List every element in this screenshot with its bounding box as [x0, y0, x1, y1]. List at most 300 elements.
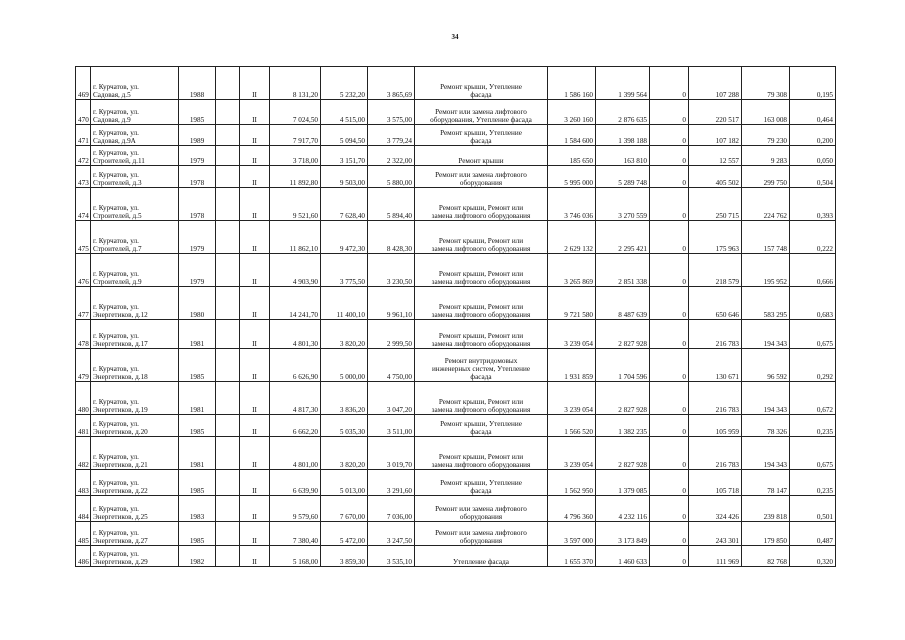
area-b-cell: 11 400,10: [321, 287, 368, 320]
class-cell: II: [240, 67, 270, 100]
cost-total-cell: 3 746 036: [548, 188, 596, 221]
total-area-cell: 6 662,20: [270, 415, 321, 437]
empty-cell: [216, 287, 240, 320]
empty-cell: [216, 470, 240, 496]
row-number-cell: 479: [76, 349, 91, 382]
address-cell: [91, 382, 179, 415]
repair-program-table: [75, 66, 836, 567]
class-cell: II: [240, 125, 270, 146]
table-row: [76, 100, 836, 125]
area-b-cell: 5 094,50: [321, 125, 368, 146]
work-type-cell: [415, 382, 548, 415]
row-number-cell: 475: [76, 221, 91, 254]
address-cell-line: Энергетиков, д.21: [93, 461, 148, 469]
work-type-cell: [415, 522, 548, 546]
zero-cell: 0: [650, 221, 689, 254]
share-cell: 0,504: [790, 166, 836, 188]
work-type-cell-line: Ремонт крыши, Ремонт или: [438, 398, 524, 406]
table-row: [76, 320, 836, 349]
cost-total-cell: 1 655 370: [548, 546, 596, 567]
empty-cell: [216, 67, 240, 100]
address-cell: [91, 320, 179, 349]
work-type-cell: [415, 67, 548, 100]
zero-cell: 0: [650, 320, 689, 349]
table-row: [76, 125, 836, 146]
row-number-cell: 472: [76, 146, 91, 166]
cost-budget-cell: 107 288: [689, 67, 742, 100]
work-type-cell-line: оборудования: [459, 537, 503, 545]
address-cell-line: Энергетиков, д.18: [93, 373, 148, 381]
work-type-cell-line: Ремонт крыши, Ремонт или: [438, 303, 524, 311]
work-type-cell: [415, 100, 548, 125]
cost-total-cell: 3 239 054: [548, 382, 596, 415]
empty-cell: [216, 546, 240, 567]
area-b-cell: 4 515,00: [321, 100, 368, 125]
cost-fund-cell: 1 704 596: [596, 349, 650, 382]
table-row: [76, 415, 836, 437]
cost-budget-cell: 105 959: [689, 415, 742, 437]
year-cell: 1978: [179, 188, 216, 221]
table-row: [76, 382, 836, 415]
class-cell: II: [240, 287, 270, 320]
cost-total-cell: 1 931 859: [548, 349, 596, 382]
work-type-cell-line: фасада: [470, 137, 492, 145]
class-cell: II: [240, 546, 270, 567]
class-cell: II: [240, 437, 270, 470]
address-cell: [91, 67, 179, 100]
address-cell-line: г. Курчатов, ул.: [93, 237, 139, 245]
cost-total-cell: 185 650: [548, 146, 596, 166]
address-cell-line: г. Курчатов, ул.: [93, 550, 139, 558]
work-type-cell-line: Ремонт крыши, Утепление: [440, 83, 522, 91]
zero-cell: 0: [650, 125, 689, 146]
work-type-cell-line: фасада: [470, 487, 492, 495]
cost-budget-cell: 216 783: [689, 382, 742, 415]
area-c-cell: 2 322,00: [368, 146, 415, 166]
table-row: [76, 188, 836, 221]
address-cell: [91, 415, 179, 437]
empty-cell: [216, 496, 240, 522]
work-type-cell: [415, 221, 548, 254]
page-number: 34: [451, 33, 459, 41]
cost-owner-cell: 78 326: [742, 415, 790, 437]
cost-total-cell: 1 584 600: [548, 125, 596, 146]
cost-owner-cell: 583 295: [742, 287, 790, 320]
total-area-cell: 4 801,30: [270, 320, 321, 349]
zero-cell: 0: [650, 254, 689, 287]
area-c-cell: 5 880,00: [368, 166, 415, 188]
cost-owner-cell: 78 147: [742, 470, 790, 496]
zero-cell: 0: [650, 437, 689, 470]
cost-owner-cell: 79 308: [742, 67, 790, 100]
work-type-cell-line: фасада: [470, 373, 492, 381]
total-area-cell: 14 241,70: [270, 287, 321, 320]
work-type-cell: [415, 166, 548, 188]
zero-cell: 0: [650, 287, 689, 320]
work-type-cell: [415, 320, 548, 349]
table-row: [76, 470, 836, 496]
cost-fund-cell: 2 827 928: [596, 437, 650, 470]
work-type-cell-line: замена лифтового оборудования: [431, 461, 531, 469]
row-number-cell: 484: [76, 496, 91, 522]
area-c-cell: 3 779,24: [368, 125, 415, 146]
area-c-cell: 3 575,00: [368, 100, 415, 125]
work-type-cell: [415, 188, 548, 221]
cost-fund-cell: 4 232 116: [596, 496, 650, 522]
class-cell: II: [240, 470, 270, 496]
year-cell: 1980: [179, 287, 216, 320]
class-cell: II: [240, 522, 270, 546]
work-type-cell-line: Ремонт внутридомовых: [444, 357, 518, 365]
cost-owner-cell: 79 230: [742, 125, 790, 146]
area-b-cell: 5 013,00: [321, 470, 368, 496]
share-cell: 0,195: [790, 67, 836, 100]
share-cell: 0,487: [790, 522, 836, 546]
area-b-cell: 9 472,30: [321, 221, 368, 254]
cost-fund-cell: 1 398 188: [596, 125, 650, 146]
empty-cell: [216, 166, 240, 188]
row-number-cell: 476: [76, 254, 91, 287]
area-b-cell: 3 820,20: [321, 320, 368, 349]
year-cell: 1982: [179, 546, 216, 567]
work-type-cell: [415, 125, 548, 146]
zero-cell: 0: [650, 188, 689, 221]
address-cell: [91, 188, 179, 221]
area-c-cell: 3 019,70: [368, 437, 415, 470]
total-area-cell: 4 801,00: [270, 437, 321, 470]
row-number-cell: 481: [76, 415, 91, 437]
year-cell: 1981: [179, 382, 216, 415]
class-cell: II: [240, 221, 270, 254]
table-row: [76, 287, 836, 320]
area-c-cell: 3 511,00: [368, 415, 415, 437]
year-cell: 1989: [179, 125, 216, 146]
empty-cell: [216, 349, 240, 382]
cost-fund-cell: 3 173 849: [596, 522, 650, 546]
work-type-cell: [415, 546, 548, 567]
cost-fund-cell: 2 295 421: [596, 221, 650, 254]
empty-cell: [216, 415, 240, 437]
year-cell: 1985: [179, 100, 216, 125]
work-type-cell-line: фасада: [470, 91, 492, 99]
class-cell: II: [240, 188, 270, 221]
area-b-cell: 5 000,00: [321, 349, 368, 382]
address-cell-line: Садовая, д.9А: [93, 137, 136, 145]
work-type-cell-line: инженерных систем, Утепление: [431, 365, 531, 373]
cost-total-cell: 9 721 580: [548, 287, 596, 320]
empty-cell: [216, 382, 240, 415]
empty-cell: [216, 320, 240, 349]
address-cell: [91, 522, 179, 546]
year-cell: 1979: [179, 221, 216, 254]
cost-budget-cell: 12 557: [689, 146, 742, 166]
share-cell: 0,292: [790, 349, 836, 382]
area-c-cell: 2 999,50: [368, 320, 415, 349]
work-type-cell-line: Ремонт или замена лифтового: [435, 108, 527, 116]
address-cell: [91, 146, 179, 166]
area-b-cell: 3 859,30: [321, 546, 368, 567]
cost-owner-cell: 224 762: [742, 188, 790, 221]
cost-fund-cell: 8 487 639: [596, 287, 650, 320]
address-cell-line: Строителей, д.3: [93, 179, 142, 187]
address-cell-line: Садовая, д.9: [93, 116, 131, 124]
address-cell: [91, 254, 179, 287]
zero-cell: 0: [650, 166, 689, 188]
cost-budget-cell: 111 969: [689, 546, 742, 567]
area-c-cell: 3 865,69: [368, 67, 415, 100]
address-cell-line: Энергетиков, д.25: [93, 513, 148, 521]
address-cell-line: г. Курчатов, ул.: [93, 270, 139, 278]
row-number-cell: 473: [76, 166, 91, 188]
address-cell: [91, 221, 179, 254]
area-b-cell: 7 628,40: [321, 188, 368, 221]
year-cell: 1985: [179, 522, 216, 546]
cost-total-cell: 1 586 160: [548, 67, 596, 100]
zero-cell: 0: [650, 349, 689, 382]
class-cell: II: [240, 349, 270, 382]
address-cell-line: г. Курчатов, ул.: [93, 505, 139, 513]
area-b-cell: 3 836,20: [321, 382, 368, 415]
area-b-cell: 3 820,20: [321, 437, 368, 470]
total-area-cell: 11 862,10: [270, 221, 321, 254]
zero-cell: 0: [650, 522, 689, 546]
share-cell: 0,683: [790, 287, 836, 320]
total-area-cell: 7 917,70: [270, 125, 321, 146]
row-number-cell: 483: [76, 470, 91, 496]
cost-budget-cell: 220 517: [689, 100, 742, 125]
address-cell-line: г. Курчатов, ул.: [93, 129, 139, 137]
cost-fund-cell: 5 289 748: [596, 166, 650, 188]
address-cell-line: Энергетиков, д.12: [93, 311, 148, 319]
cost-fund-cell: 1 379 085: [596, 470, 650, 496]
row-number-cell: 478: [76, 320, 91, 349]
cost-owner-cell: 299 750: [742, 166, 790, 188]
row-number-cell: 471: [76, 125, 91, 146]
share-cell: 0,464: [790, 100, 836, 125]
address-cell-line: г. Курчатов, ул.: [93, 479, 139, 487]
work-type-cell-line: Ремонт крыши, Ремонт или: [438, 270, 524, 278]
cost-fund-cell: 1 399 564: [596, 67, 650, 100]
work-type-cell-line: Ремонт или замена лифтового: [435, 505, 527, 513]
area-b-cell: 5 232,20: [321, 67, 368, 100]
address-cell-line: г. Курчатов, ул.: [93, 529, 139, 537]
share-cell: 0,666: [790, 254, 836, 287]
table-row: [76, 146, 836, 166]
address-cell: [91, 349, 179, 382]
area-c-cell: 3 535,10: [368, 546, 415, 567]
address-cell-line: г. Курчатов, ул.: [93, 171, 139, 179]
address-cell-line: г. Курчатов, ул.: [93, 398, 139, 406]
address-cell: [91, 437, 179, 470]
year-cell: 1985: [179, 470, 216, 496]
work-type-cell-line: оборудования, Утепление фасада: [430, 116, 532, 124]
zero-cell: 0: [650, 100, 689, 125]
cost-fund-cell: 2 827 928: [596, 320, 650, 349]
cost-total-cell: 2 629 132: [548, 221, 596, 254]
zero-cell: 0: [650, 382, 689, 415]
cost-fund-cell: 2 851 338: [596, 254, 650, 287]
share-cell: 0,320: [790, 546, 836, 567]
area-c-cell: 3 047,20: [368, 382, 415, 415]
address-cell-line: Садовая, д.5: [93, 91, 131, 99]
empty-cell: [216, 221, 240, 254]
share-cell: 0,501: [790, 496, 836, 522]
share-cell: 0,672: [790, 382, 836, 415]
cost-owner-cell: 82 768: [742, 546, 790, 567]
row-number-cell: 474: [76, 188, 91, 221]
address-cell: [91, 496, 179, 522]
area-c-cell: 4 750,00: [368, 349, 415, 382]
zero-cell: 0: [650, 415, 689, 437]
total-area-cell: 3 718,00: [270, 146, 321, 166]
cost-owner-cell: 9 283: [742, 146, 790, 166]
share-cell: 0,675: [790, 437, 836, 470]
empty-cell: [216, 254, 240, 287]
total-area-cell: 9 521,60: [270, 188, 321, 221]
work-type-cell: [415, 496, 548, 522]
cost-owner-cell: 194 343: [742, 382, 790, 415]
area-b-cell: 7 670,00: [321, 496, 368, 522]
total-area-cell: 5 168,00: [270, 546, 321, 567]
cost-budget-cell: 175 963: [689, 221, 742, 254]
share-cell: 0,393: [790, 188, 836, 221]
cost-budget-cell: 216 783: [689, 320, 742, 349]
address-cell-line: Энергетиков, д.29: [93, 558, 148, 566]
empty-cell: [216, 146, 240, 166]
address-cell-line: г. Курчатов, ул.: [93, 108, 139, 116]
cost-fund-cell: 2 827 928: [596, 382, 650, 415]
row-number-cell: 485: [76, 522, 91, 546]
area-b-cell: 5 472,00: [321, 522, 368, 546]
cost-total-cell: 3 597 000: [548, 522, 596, 546]
class-cell: II: [240, 254, 270, 287]
address-cell-line: Энергетиков, д.17: [93, 340, 148, 348]
address-cell-line: Энергетиков, д.27: [93, 537, 148, 545]
class-cell: II: [240, 166, 270, 188]
cost-budget-cell: 218 579: [689, 254, 742, 287]
table-row: [76, 67, 836, 100]
cost-owner-cell: 194 343: [742, 320, 790, 349]
cost-owner-cell: 239 818: [742, 496, 790, 522]
cost-total-cell: 3 265 869: [548, 254, 596, 287]
zero-cell: 0: [650, 546, 689, 567]
work-type-cell: [415, 287, 548, 320]
address-cell: [91, 470, 179, 496]
year-cell: 1978: [179, 166, 216, 188]
year-cell: 1983: [179, 496, 216, 522]
empty-cell: [216, 125, 240, 146]
work-type-cell: [415, 254, 548, 287]
row-number-cell: 486: [76, 546, 91, 567]
address-cell-line: г. Курчатов, ул.: [93, 365, 139, 373]
row-number-cell: 470: [76, 100, 91, 125]
area-c-cell: 7 036,00: [368, 496, 415, 522]
work-type-cell: [415, 349, 548, 382]
cost-budget-cell: 243 301: [689, 522, 742, 546]
table-row: [76, 546, 836, 567]
area-c-cell: 9 961,10: [368, 287, 415, 320]
cost-budget-cell: 250 715: [689, 188, 742, 221]
cost-total-cell: 1 562 950: [548, 470, 596, 496]
address-cell-line: г. Курчатов, ул.: [93, 149, 139, 157]
cost-budget-cell: 105 718: [689, 470, 742, 496]
address-cell-line: Строителей, д.9: [93, 278, 142, 286]
work-type-cell-line: Ремонт или замена лифтового: [435, 529, 527, 537]
area-c-cell: 3 291,60: [368, 470, 415, 496]
work-type-cell-line: Утепление фасада: [453, 558, 509, 566]
share-cell: 0,200: [790, 125, 836, 146]
address-cell-line: г. Курчатов, ул.: [93, 303, 139, 311]
cost-fund-cell: 1 382 235: [596, 415, 650, 437]
table-row: [76, 437, 836, 470]
work-type-cell-line: замена лифтового оборудования: [431, 278, 531, 286]
area-c-cell: 3 230,50: [368, 254, 415, 287]
year-cell: 1988: [179, 67, 216, 100]
address-cell: [91, 166, 179, 188]
work-type-cell: [415, 437, 548, 470]
row-number-cell: 480: [76, 382, 91, 415]
address-cell-line: г. Курчатов, ул.: [93, 453, 139, 461]
year-cell: 1981: [179, 320, 216, 349]
share-cell: 0,222: [790, 221, 836, 254]
work-type-cell-line: Ремонт крыши, Утепление: [440, 479, 522, 487]
work-type-cell-line: замена лифтового оборудования: [431, 245, 531, 253]
year-cell: 1979: [179, 146, 216, 166]
row-number-cell: 477: [76, 287, 91, 320]
work-type-cell-line: Ремонт крыши, Ремонт или: [438, 332, 524, 340]
zero-cell: 0: [650, 67, 689, 100]
class-cell: II: [240, 100, 270, 125]
share-cell: 0,235: [790, 470, 836, 496]
address-cell-line: Энергетиков, д.20: [93, 428, 148, 436]
year-cell: 1979: [179, 254, 216, 287]
zero-cell: 0: [650, 470, 689, 496]
work-type-cell-line: оборудования: [459, 513, 503, 521]
address-cell: [91, 546, 179, 567]
area-c-cell: 3 247,50: [368, 522, 415, 546]
total-area-cell: 11 892,80: [270, 166, 321, 188]
cost-owner-cell: 157 748: [742, 221, 790, 254]
cost-total-cell: 3 260 160: [548, 100, 596, 125]
work-type-cell: [415, 415, 548, 437]
total-area-cell: 9 579,60: [270, 496, 321, 522]
table-row: [76, 522, 836, 546]
cost-fund-cell: 3 270 559: [596, 188, 650, 221]
cost-fund-cell: 2 876 635: [596, 100, 650, 125]
work-type-cell-line: замена лифтового оборудования: [431, 406, 531, 414]
address-cell-line: г. Курчатов, ул.: [93, 332, 139, 340]
cost-owner-cell: 179 850: [742, 522, 790, 546]
table-row: [76, 166, 836, 188]
address-cell-line: г. Курчатов, ул.: [93, 420, 139, 428]
empty-cell: [216, 188, 240, 221]
area-b-cell: 3 151,70: [321, 146, 368, 166]
area-b-cell: 9 503,00: [321, 166, 368, 188]
total-area-cell: 8 131,20: [270, 67, 321, 100]
area-b-cell: 3 775,50: [321, 254, 368, 287]
cost-budget-cell: 324 426: [689, 496, 742, 522]
class-cell: II: [240, 320, 270, 349]
cost-total-cell: 3 239 054: [548, 437, 596, 470]
address-cell: [91, 287, 179, 320]
cost-budget-cell: 650 646: [689, 287, 742, 320]
address-cell-line: г. Курчатов, ул.: [93, 204, 139, 212]
table-row: [76, 221, 836, 254]
area-b-cell: 5 035,30: [321, 415, 368, 437]
table-row: [76, 349, 836, 382]
address-cell-line: Строителей, д.5: [93, 212, 142, 220]
work-type-cell: [415, 470, 548, 496]
